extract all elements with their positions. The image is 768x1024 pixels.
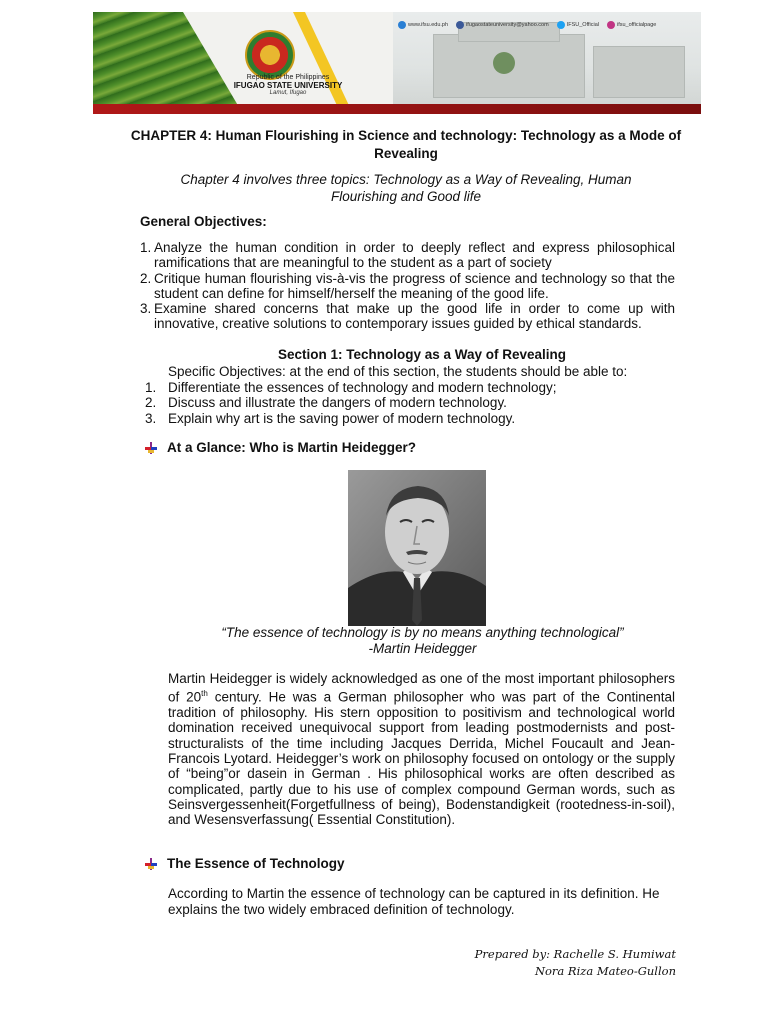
list-item: 3. Explain why art is the saving power of modern technology. — [145, 410, 516, 426]
chapter-title: CHAPTER 4: Human Flourishing in Science and technology: Technology as a Mode of Revealing — [130, 128, 682, 161]
contact-website[interactable]: www.ifsu.edu.ph — [398, 21, 448, 29]
specific-objectives-intro: Specific Objectives: at the end of this section, the students should be able to: — [168, 364, 628, 379]
university-name: IFUGAO STATE UNIVERSITY — [233, 81, 343, 90]
header-banner — [93, 12, 701, 114]
contact-facebook[interactable]: ifugaostateuniversity@yahoo.com — [456, 21, 549, 29]
republic-label: Republic of the Philippines — [246, 74, 330, 81]
university-seal-icon — [245, 30, 295, 80]
list-item: 3. Examine shared concerns that make up the good life in order to come up with innovative, creative solutions to contemporary issues guided by ethical standards. — [140, 301, 675, 332]
twitter-icon — [557, 21, 565, 29]
specific-objectives-list — [145, 380, 557, 426]
heidegger-quote — [140, 625, 705, 656]
list-item: 2. Critique human flourishing vis-à-vis the progress of science and technology so that the student can define for himself/herself the meaning of the good life. — [140, 270, 675, 301]
list-item: 1. Analyze the human condition in order to deeply reflect and express philosophical ramifications that are meaningful to the student as a part of society — [140, 240, 675, 271]
list-item: 1. Differentiate the essences of technology and modern technology; — [145, 380, 557, 395]
chapter-intro: Chapter 4 involves three topics: Technology as a Way of Revealing, Human Flourishing and Good life — [180, 172, 632, 204]
rice-terraces-image — [93, 12, 243, 114]
bullet-cross-icon — [145, 442, 157, 454]
essence-heading-text: The Essence of Technology — [167, 856, 345, 871]
instagram-icon — [607, 21, 615, 29]
contact-instagram[interactable]: ifsu_officialpage — [607, 21, 656, 29]
bullet-cross-icon — [145, 858, 157, 870]
university-name-block — [213, 74, 363, 96]
prepared-line-2: Nora Riza Mateo-Gullon — [534, 964, 676, 978]
list-item: 2. Discuss and illustrate the dangers of modern technology. — [145, 395, 507, 411]
quote-text: “The essence of technology is by no means anything technological” — [221, 625, 624, 640]
gold-stripe — [293, 12, 353, 114]
red-strip — [93, 104, 701, 114]
facebook-icon — [456, 21, 464, 29]
heidegger-portrait — [348, 470, 486, 626]
glance-heading — [145, 440, 416, 455]
prepared-line-1: Prepared by: Rachelle S. Humiwat — [474, 947, 676, 961]
general-objectives-heading: General Objectives: — [140, 214, 267, 229]
section-1-title: Section 1: Technology as a Way of Revealing — [277, 347, 567, 362]
contact-bar — [398, 21, 656, 29]
contact-twitter[interactable]: IFSU_Official — [557, 21, 599, 29]
glance-heading-text: At a Glance: Who is Martin Heidegger? — [167, 440, 417, 455]
essence-paragraph: According to Martin the essence of technology can be captured in its definition. He explains the two widely embraced definition of technology. — [168, 886, 660, 917]
essence-heading — [145, 856, 345, 871]
quote-author: -Martin Heidegger — [368, 640, 477, 656]
university-location: Lamut, Ifugao — [269, 90, 307, 96]
globe-icon — [398, 21, 406, 29]
prepared-by — [475, 946, 676, 980]
general-objectives-list — [140, 240, 675, 332]
portrait-svg — [348, 470, 486, 626]
heidegger-bio: Martin Heidegger is widely acknowledged as one of the most important philosophers of 20th century. He was a German philosopher who was part of the Continental tradition of philosophy. His stern opposition to positivism and technological world domination received unequivocal support from leading postmodernists and post-structuralists of the time including Jacques Derrida, Michel Foucault and Jean-Francois Lyotard. Heidegger’s work on philosophy focused on ontology or the supply of “being”or dasein in German . His philosophical works are often described as complicated, partly due to his use of complex compound German words, such as Seinsvergessenheit(Forgetfullness of being), Bodenstandigkeit (rootedness-in-soil), and Wesensverfassung( Essential Constitution). — [168, 671, 675, 828]
